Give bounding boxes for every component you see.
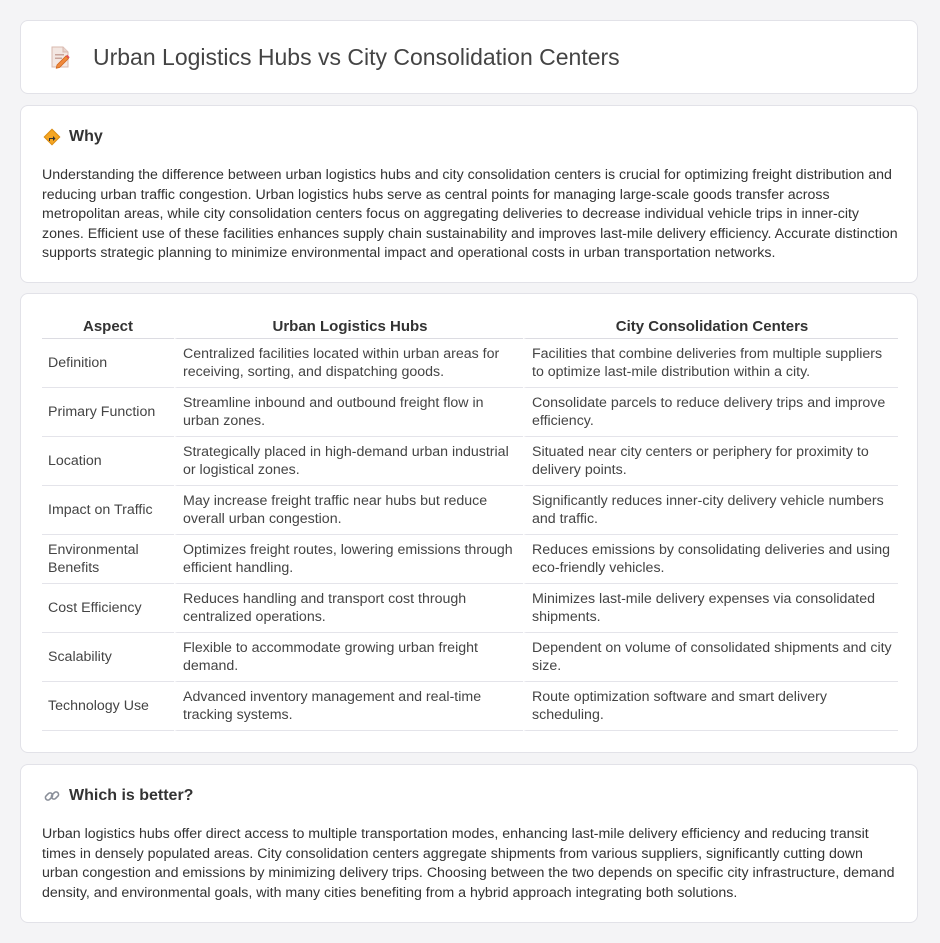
better-heading-row [43,787,193,805]
row-consolidation-cell: Consolidate parcels to reduce delivery trips and improve efficiency. [523,388,898,437]
header-urban-logistics-hubs: Urban Logistics Hubs [174,314,523,339]
comparison-table [42,314,898,731]
row-urban-hubs-cell: Advanced inventory management and real-time tracking systems. [174,682,523,731]
row-aspect: Impact on Traffic [42,486,174,535]
why-heading: Why [69,128,103,145]
row-urban-hubs-cell: Strategically placed in high-demand urban industrial or logistical zones. [174,437,523,486]
table-header-row [42,314,898,339]
page-title: Urban Logistics Hubs vs City Consolidation Centers [93,43,620,70]
table-row [42,339,898,388]
row-urban-hubs-cell: Streamline inbound and outbound freight flow in urban zones. [174,388,523,437]
row-consolidation-cell: Dependent on volume of consolidated shipments and city size. [523,633,898,682]
header-aspect: Aspect [42,314,174,339]
diamond-sign-icon [43,128,61,146]
document-pencil-icon [47,44,73,70]
better-text: Urban logistics hubs offer direct access to multiple transportation modes, enhancing last-mile delivery efficiency and reducing transit times in densely populated areas. City consolidation centers aggregate shipments from various suppliers, significantly cutting down urban congestion and emissions by minimizing delivery trips. Choosing between the two depends on specific city infrastructure, demand density, and environmental goals, with many cities benefiting from a hybrid approach integrating both solutions. [42,826,895,901]
row-aspect: Environmental Benefits [42,535,174,584]
row-aspect: Location [42,437,174,486]
row-urban-hubs-cell: Reduces handling and transport cost through centralized operations. [174,584,523,633]
row-consolidation-cell: Significantly reduces inner-city delivery vehicle numbers and traffic. [523,486,898,535]
table-row [42,535,898,584]
why-text: Understanding the difference between urban logistics hubs and city consolidation centers is crucial for optimizing freight distribution and reducing urban traffic congestion. Urban logistics hubs serve as central points for managing large-scale goods transfer across metropolitan areas, while city consolidation centers focus on aggregating deliveries to decrease individual vehicle trips in inner-city zones. Efficient use of these facilities enhances supply chain sustainability and improves last-mile delivery efficiency. Accurate distinction supports strategic planning to minimize environmental impact and operational costs in urban transportation networks. [42,167,898,262]
table-row [42,437,898,486]
table-row [42,486,898,535]
table-row [42,682,898,731]
row-consolidation-cell: Situated near city centers or periphery for proximity to delivery points. [523,437,898,486]
comparison-card [20,293,918,753]
link-icon [43,787,61,805]
header-city-consolidation-centers: City Consolidation Centers [523,314,898,339]
row-aspect: Cost Efficiency [42,584,174,633]
which-is-better-card [20,764,918,923]
row-aspect: Scalability [42,633,174,682]
row-aspect: Definition [42,339,174,388]
table-row [42,584,898,633]
why-heading-row [43,128,103,146]
title-card [20,20,918,94]
row-consolidation-cell: Minimizes last-mile delivery expenses via consolidated shipments. [523,584,898,633]
row-urban-hubs-cell: Centralized facilities located within urban areas for receiving, sorting, and dispatching goods. [174,339,523,388]
row-aspect: Technology Use [42,682,174,731]
row-urban-hubs-cell: May increase freight traffic near hubs but reduce overall urban congestion. [174,486,523,535]
table-row [42,633,898,682]
row-consolidation-cell: Route optimization software and smart delivery scheduling. [523,682,898,731]
row-consolidation-cell: Reduces emissions by consolidating deliveries and using eco-friendly vehicles. [523,535,898,584]
why-card [20,105,918,283]
table-row [42,388,898,437]
better-heading: Which is better? [69,787,194,804]
row-urban-hubs-cell: Optimizes freight routes, lowering emissions through efficient handling. [174,535,523,584]
row-aspect: Primary Function [42,388,174,437]
row-consolidation-cell: Facilities that combine deliveries from multiple suppliers to optimize last-mile distribution within a city. [523,339,898,388]
row-urban-hubs-cell: Flexible to accommodate growing urban freight demand. [174,633,523,682]
